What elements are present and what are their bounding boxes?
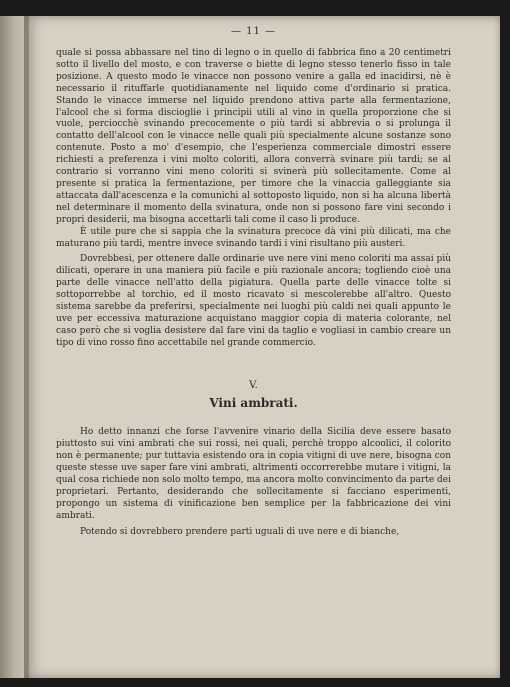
book-gutter xyxy=(24,16,29,678)
paragraph: Dovrebbesi, per ottenere dalle ordinarie uve nere vini meno coloriti ma assai più dilicati, operare in una maniera più facile e più razionale ancora; togliendo cioè una parte delle vinacce nell'atto della pigiatura. Quella parte delle vinacce tolte si sottoporrebbe al torchio, ed il mosto ricavato si mescolerebbe all'altro. Questo sistema sarebbe da preferirsi, specialmente nei luoghi più caldi nei quali appunto le uve per eccessiva maturazione acquistano maggior copia di materia colorante, nel caso però che si voglia desistere dal fare vini da taglio e vogliasi in cambio creare un tipo di vino rosso fino accettabile nel grande commercio. xyxy=(56,254,451,348)
page-text xyxy=(56,48,451,539)
page-number: — 11 — xyxy=(230,26,277,37)
paragraph: È utile pure che si sappia che la svinatura precoce dà vini più dilicati, ma che maturano più tardi, mentre invece svinando tardi i vini risultano più austeri. xyxy=(56,226,451,249)
previous-page-edge xyxy=(0,16,26,678)
paragraph: Ho detto innanzi che forse l'avvenire vinario della Sicilia deve essere basato piuttosto sui vini ambrati che sui rossi, nei quali, perchè troppo alcoolici, il colorito non è permanente; pur tuttavia esistendo ora in copia vitigni di uve nere, bisogna con queste stesse uve saper fare vini ambrati, altrimenti occorrerebbe mutare i vitigni, la qual cosa richiede non solo molto tempo, ma ancora molto convincimento da parte dei proprietari. Pertanto, desiderando che sollecitamente si facciano esperimenti, propongo un sistema di vinificazione ben semplice per la fabbricazione dei vini ambrati. xyxy=(56,427,451,521)
paragraph: quale si possa abbassare nel tino di legno o in quello di fabbrica fino a 20 centimetri sotto il livello del mosto, e con traverse o biette di legno stesso tenerlo fisso in tale posizione. A questo modo le vinacce non possono venire a galla ed inacidirsi, nè è necessario il rituffarle quotidianamente nel liquido come d'ordinario si pratica. Stando le vinacce immerse nel liquido prendono attiva parte alla fermentazione, l'alcool che si forma discioglie i principii utili al vino in quella proporzione che si vuole, perciocchè svinando precocemente o più tardi si abbrevia o si prolunga il contatto dell'alcool con le vinacce nelle quali più specialmente alcune sostanze sono contenute. Posto a mo' d'esempio, che l'esperienza commerciale dimostri essere richiesti a preferenza i vini molto coloriti, allora converrà svinare più tardi; se al contrario si vorranno vini meno coloriti si svinerà più sollecitamente. Come al presente si pratica la fermentazione, per timore che la vinaccia galleggiante sia attaccata dall'acescenza e la comunichi al sottoposto liquido, non si ha alcuna libertà nel determinare il momento della svinatura, onde non si possono fare vini secondo i propri desiderii, ma bisogna accettarli tali come il caso li produce. xyxy=(56,48,451,225)
section-title: Vini ambrati. xyxy=(209,395,298,410)
paragraph: Potendo si dovrebbero prendere parti uguali di uve nere e di bianche, xyxy=(80,526,400,537)
section-number: V. xyxy=(249,379,258,391)
